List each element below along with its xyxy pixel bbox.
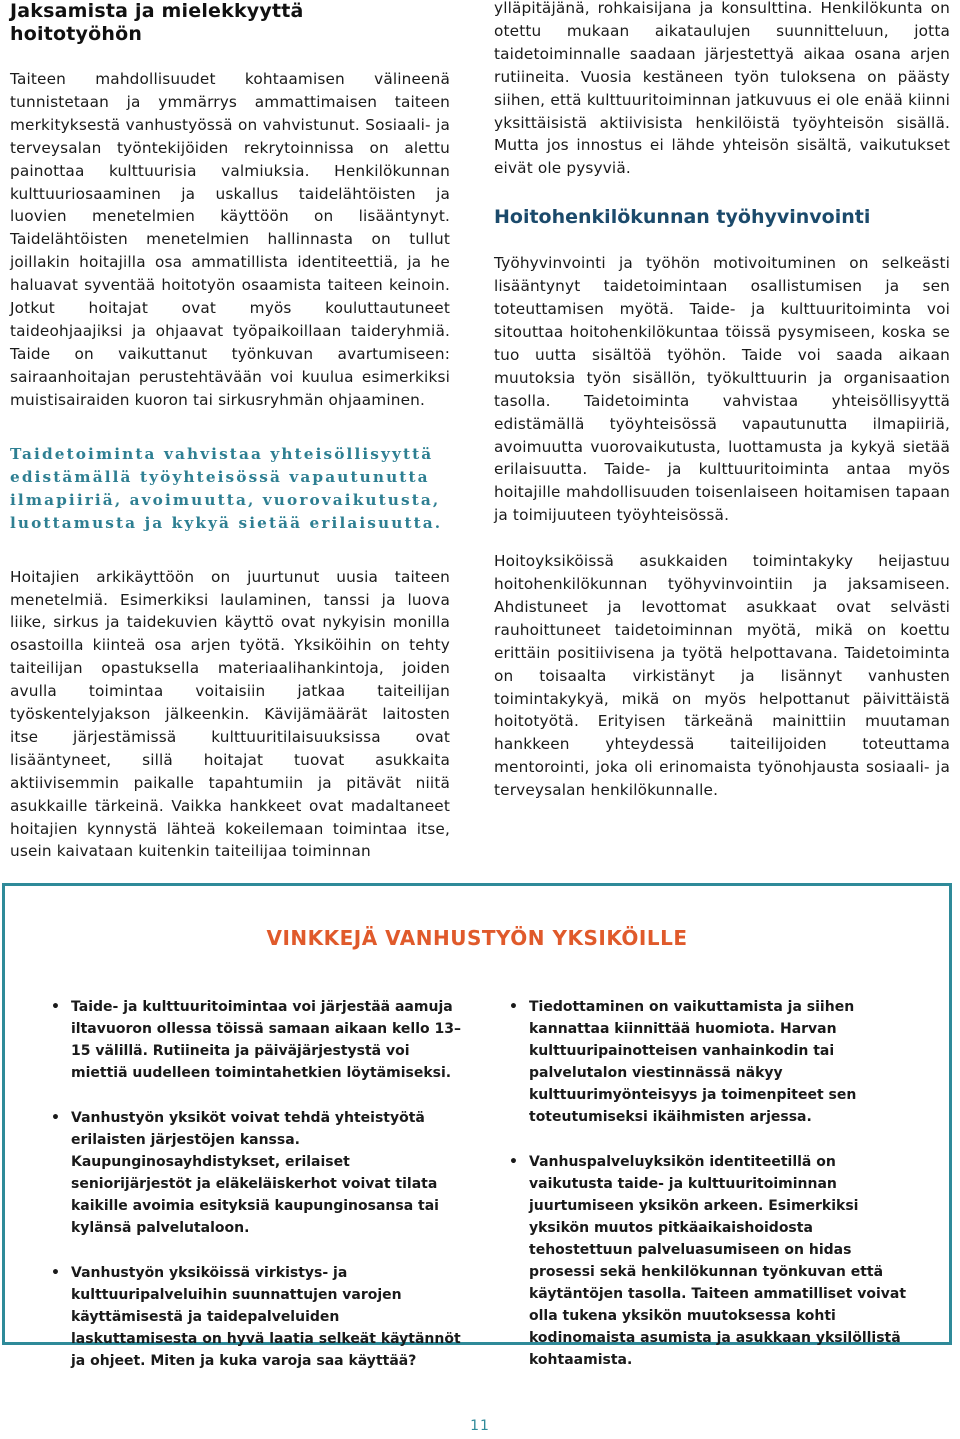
article-title: Jaksamista ja mielekkyyttä hoitotyöhön <box>10 0 304 45</box>
bullet-icon: • <box>509 1154 518 1170</box>
bullet-icon: • <box>51 999 60 1015</box>
paragraph: Taiteen mahdollisuudet kohtaamisen välineenä tunnistetaan ja ymmärrys ammattimaisen taiteen merkityksestä vanhustyössä on vahvistunut. Sosiaali- ja terveysalan työntekijöiden rekrytoinnissa on alettu painottaa kulttuurisia valmiuksia. Henkilökunnan kulttuuriosaaminen ja uskallus taidelähtöisten ja luovien menetelmien käyttöön on lisääntynyt. Taidelähtöisten menetelmien hallinnasta on tullut joillakin hoitajilla osa ammatillista identiteettiä, ja he haluavat syventää hoitotyön osaamista taiteen keinoin. Jotkut hoitajat ovat myös kouluttautuneet taideohjaajiksi ja ohjaavat työpaikoillaan taideryhmiä. Taide on vaikuttanut työnkuvan avartumiseen: sairaanhoitajan perustehtävään voi kuulua esimerkiksi muistisairaiden kuoron tai sirkusryhmän ohjaaminen. <box>10 70 450 409</box>
tips-list-right <box>503 996 913 1394</box>
tip-item <box>45 996 463 1084</box>
tip-text: Vanhustyön yksiköt voivat tehdä yhteistyötä erilaisten järjestöjen kanssa. Kaupunginosayhdistykset, erilaiset seniorijärjestöt ja eläkeläiskerhot voivat tilata kaikille avoimia esityksiä kaupunginosansa tai kylänsä palvelutaloon. <box>71 1110 439 1236</box>
bullet-icon: • <box>51 1110 60 1126</box>
tips-box <box>2 883 952 1369</box>
tips-list-left <box>45 996 463 1395</box>
paragraph: ylläpitäjänä, rohkaisijana ja konsulttina. Henkilökunta on otettu mukaan aikataulujen suunnitteluun, jotta taidetoiminnalle saadaan järjestettyä aikaa osana arjen rutiineita. Vuosia kestäneen työn tuloksena on päästy siihen, että kulttuuritoiminnan jatkuvuus ei ole enää kiinni yksittäisistä aktiivisista henkilöistä työyhteisön sisällä. Mutta jos innostus ei lähde yhteisön sisältä, vaikutukset eivät ole pysyviä. <box>494 0 950 178</box>
tip-item <box>503 996 913 1128</box>
tip-item <box>503 1151 913 1371</box>
section-title: Hoitohenkilökunnan työhyvinvointi <box>494 206 871 229</box>
paragraph: Hoitajien arkikäyttöön on juurtunut uusia taiteen menetelmiä. Esimerkiksi laulaminen, tanssi ja luova liike, sirkus ja taidekuvien käyttö ovat nykyisin monilla osastoilla kiinteä osa arjen työtä. Yksiköihin on tehty taiteilijan opastuksella materiaalihankintoja, joiden avulla toimintaa voitaisiin jatkaa taiteilijan työskentelyjakson jälkeenkin. Kävijämäärät laitosten itse järjestämissä kulttuuritilaisuuksissa ovat lisääntyneet, sillä hoitajat tuovat asukkaita aktiivisemmin paikalle tapahtumiin ja pitävät niitä asukkaille tärkeinä. Vaikka hankkeet ovat madaltaneet hoitajien kynnystä lähteä kokeilemaan toimintaa itse, usein kaivataan kuitenkin taiteilijaa toiminnan <box>10 567 450 861</box>
tip-text: Tiedottaminen on vaikuttamista ja siihen kannattaa kiinnittää huomiota. Harvan kulttuuripainotteisen vanhainkodin tai palvelutalon viestinnässä näkyy kulttuurimyönteisyys ja toimenpiteet sen toteutumiseksi ikäihmisten arjessa. <box>529 999 857 1125</box>
paragraph: Työhyvinvointi ja työhön motivoituminen on selkeästi lisääntynyt taidetoimintaan osallistumisen ja sen toteuttamisen myötä. Taide- ja kulttuuritoiminta voi sitouttaa hoitohenkilökuntaa töissä pysymiseen, koska se tuo uutta sisältöä työhön. Taide voi saada aikaan muutoksia työn sisällön, työkulttuurin ja organisaation tasolla. Taidetoiminta vahvistaa yhteisöllisyyttä edistämällä työyhteisössä vapautunutta ilmapiiriä, avoimuutta vuorovaikutusta, luottamusta ja kykyä sietää erilaisuutta. Taide- ja kulttuuritoiminta antaa myös hoitajille mahdollisuuden toisenlaiseen hoitamisen tapaan ja toimijuuteen työyhteisössä. <box>494 254 950 525</box>
left-column <box>10 0 450 863</box>
pull-quote: Taidetoiminta vahvistaa yhteisöllisyyttä edistämällä työyhteisössä vapautunutta ilmapiiriä, avoimuutta, vuorovaikutusta, luottamusta ja kykyä sietää erilaisuutta. <box>10 444 443 532</box>
bullet-icon: • <box>509 999 518 1015</box>
tips-box-title: VINKKEJÄ VANHUSTYÖN YKSIKÖILLE <box>266 926 688 950</box>
bullet-icon: • <box>51 1265 60 1281</box>
tip-text: Vanhustyön yksiköissä virkistys- ja kulttuuripalveluihin suunnattujen varojen käyttämisestä ja taidepalveluiden laskuttamisesta on hyvä laatia selkeät käytännöt ja ohjeet. Miten ja kuka varoja saa käyttää? <box>71 1265 461 1369</box>
right-column <box>494 0 950 802</box>
paragraph: Hoitoyksiköissä asukkaiden toimintakyky heijastuu hoitohenkilökunnan työhyvinvointiin ja jaksamiseen. Ahdistuneet ja levottomat asukkaat ovat selvästi rauhoittuneet taidetoiminnan myötä, mikä on koettu erittäin positiivisena ja työtä helpottavana. Taidetoiminta on toisaalta virkistänyt ja lisännyt vanhusten toimintakykyä, mikä on myös helpottanut päivittäistä hoitotyötä. Erityisen tärkeänä mainittiin muutaman hankkeen yhteydessä taiteilijoiden toteuttama mentorointi, joka oli erinomaista työnohjausta sosiaali- ja terveysalan henkilökunnalle. <box>494 552 950 800</box>
tip-text: Taide- ja kulttuuritoimintaa voi järjestää aamuja iltavuoron ollessa töissä samaan aikaan kello 13–15 välillä. Rutiineita ja päiväjärjestystä voi miettiä uudelleen toimintahetkien löytämiseksi. <box>71 999 462 1081</box>
tip-item <box>45 1107 463 1239</box>
tip-text: Vanhuspalveluyksikön identiteetillä on vaikutusta taide- ja kulttuuritoiminnan juurtumiseen yksikön arkeen. Esimerkiksi yksikön muutos pitkäaikaishoidosta tehostettuun palveluasumiseen on hidas prosessi sekä henkilökunnan työnkuvan että käytäntöjen tasolla. Taiteen ammatilliset voivat olla tukena yksikön muutoksessa kohti kodinomaista asumista ja asukkaan yksilöllistä kohtaamista. <box>529 1154 907 1368</box>
tip-item <box>45 1262 463 1372</box>
page-number: 11 <box>470 1418 490 1434</box>
